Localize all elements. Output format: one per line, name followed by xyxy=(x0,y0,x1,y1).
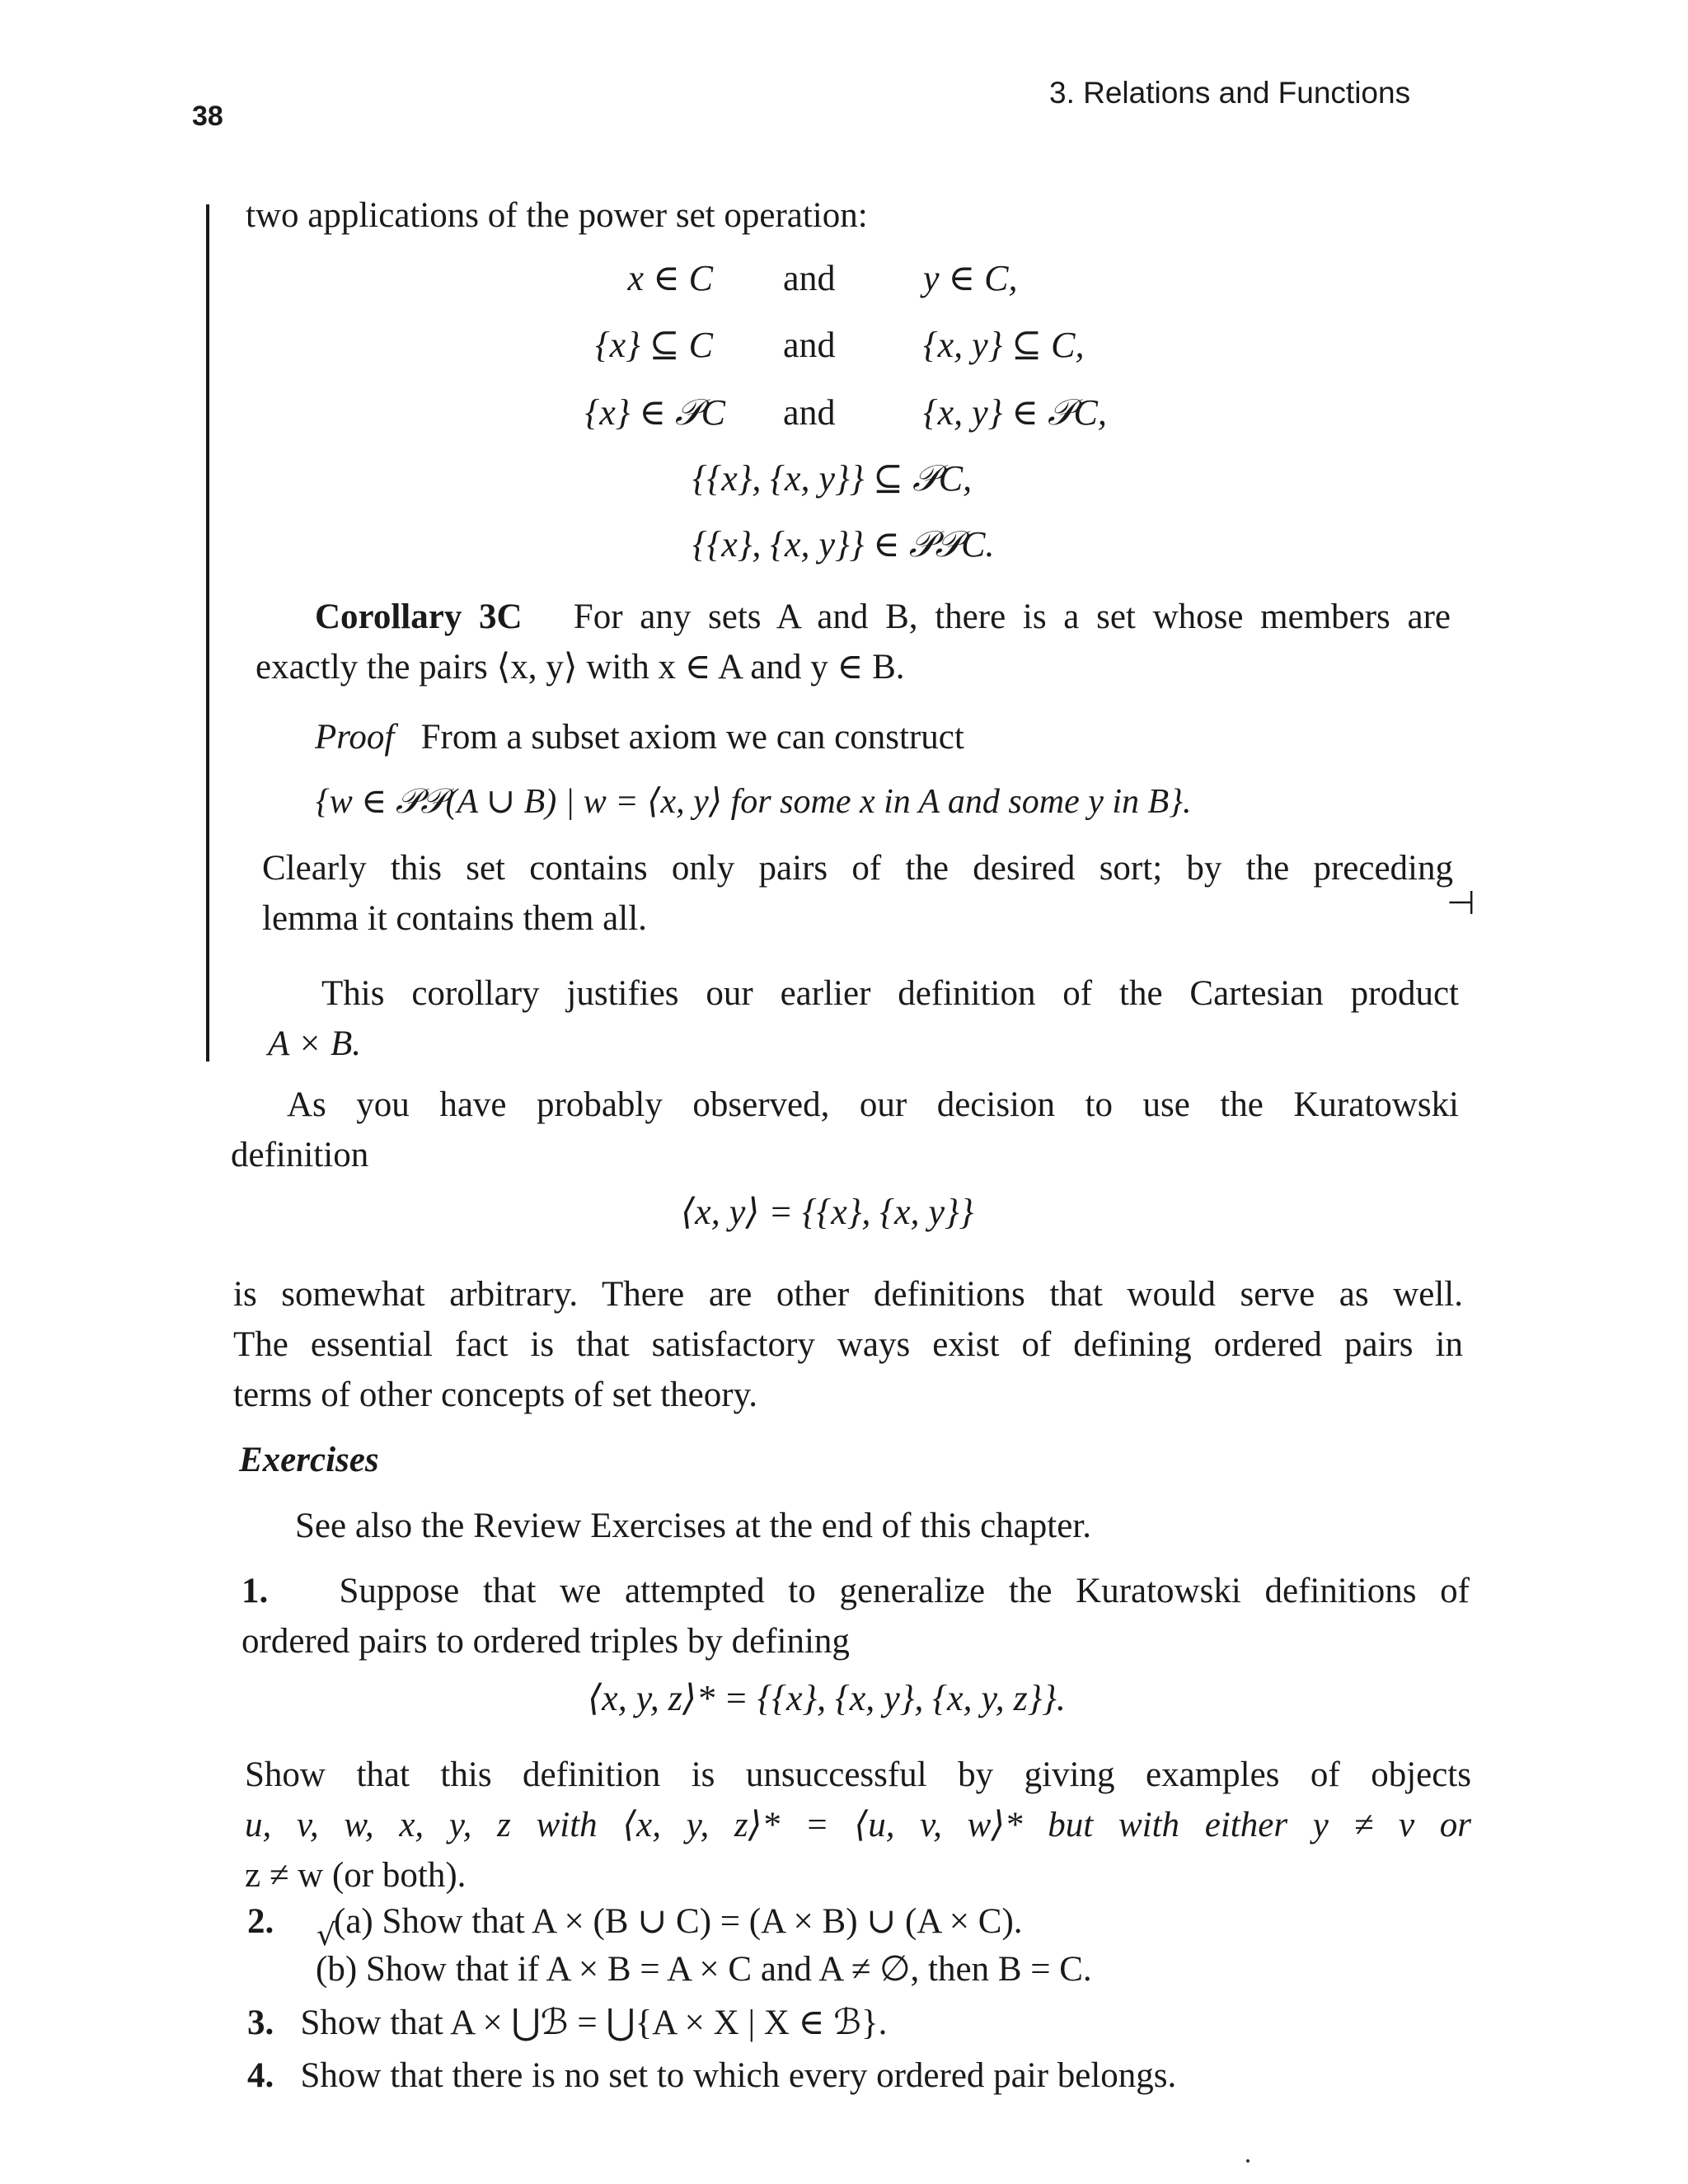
proof-line1: Clearly this set contains only pairs of the desired sort; by the preceding xyxy=(262,849,1453,888)
step1-left: x ∈ C xyxy=(627,258,713,298)
step4: {{x}, {x, y}} ⊆ 𝒫C, xyxy=(692,458,973,499)
handwritten-check-mark: √ xyxy=(316,1919,335,1952)
kuratowski-paragraph-bottom xyxy=(233,1269,1463,1420)
exercise-2b: (b) Show that if A × B = A × C and A ≠ ∅, then B = C. xyxy=(316,1950,1092,1989)
exercise-1-display: ⟨x, y, z⟩* = {{x}, {x, y}, {x, y, z}}. xyxy=(588,1678,1066,1718)
corollary-line1: For any sets A and B, there is a set whose members are xyxy=(573,598,1451,636)
margin-change-bar xyxy=(206,204,209,1062)
step1-mid: and xyxy=(783,258,836,298)
exercise-1-line4: u, v, w, x, y, z with ⟨x, y, z⟩* = ⟨u, v, w⟩* but with either y ≠ v or xyxy=(245,1806,1471,1844)
exercises-see-also: See also the Review Exercises at the end of this chapter. xyxy=(295,1507,1091,1545)
step1-right: y ∈ C, xyxy=(923,258,1018,298)
exercise-3-text: Show that A × ⋃ℬ = ⋃{A × X | X ∈ ℬ}. xyxy=(300,2004,888,2042)
exercise-1-continued xyxy=(245,1750,1471,1900)
corollary-line2: exactly the pairs ⟨x, y⟩ with x ∈ A and y ∈ B. xyxy=(256,648,905,687)
page-number: 38 xyxy=(192,101,223,132)
exercise-1-line2: ordered pairs to ordered triples by defining xyxy=(241,1622,850,1661)
justifies-paragraph xyxy=(268,968,1459,1069)
exercise-4-number: 4. xyxy=(247,2056,274,2095)
exercise-2-number: 2. xyxy=(247,1902,274,1941)
step3-mid: and xyxy=(783,392,836,433)
exercise-3-number: 3. xyxy=(247,2004,274,2042)
exercise-1-number: 1. xyxy=(241,1572,269,1610)
step2-mid: and xyxy=(783,325,836,365)
proof-display-set: {w ∈ 𝒫𝒫(A ∪ B) | w = ⟨x, y⟩ for some x in A and some y in B}. xyxy=(316,783,1192,821)
exercise-4 xyxy=(247,2054,1176,2098)
kuratowski-line2: definition xyxy=(231,1136,369,1174)
exercises-heading: Exercises xyxy=(239,1441,379,1479)
exercise-1-line5: z ≠ w (or both). xyxy=(245,1856,467,1895)
justifies-line2: A × B. xyxy=(268,1024,362,1063)
exercise-4-text: Show that there is no set to which every ordered pair belongs. xyxy=(300,2056,1177,2095)
kuratowski-paragraph-top xyxy=(231,1080,1459,1180)
corollary-label: Corollary 3C xyxy=(315,598,523,636)
exercise-1-line1: Suppose that we attempted to generalize the Kuratowski definitions of xyxy=(339,1572,1470,1610)
exercise-2 xyxy=(247,1900,274,1944)
justifies-line1: This corollary justifies our earlier definition of the Cartesian product xyxy=(321,974,1459,1013)
step2-left: {x} ⊆ C xyxy=(595,325,713,365)
kuratowski-definition: ⟨x, y⟩ = {{x}, {x, y}} xyxy=(681,1192,974,1232)
kuratowski-line5: terms of other concepts of set theory. xyxy=(233,1376,758,1414)
running-head: 3. Relations and Functions xyxy=(1049,76,1411,110)
proof-label: Proof xyxy=(315,718,395,757)
end-of-proof-mark: ⊣ xyxy=(1447,884,1475,922)
proof-intro xyxy=(315,715,964,760)
exercise-3 xyxy=(247,2001,887,2046)
exercise-1 xyxy=(241,1566,1470,1666)
exercise-1-line3: Show that this definition is unsuccessful by giving examples of objects xyxy=(245,1755,1471,1794)
proof-text: From a subset axiom we can construct xyxy=(420,718,964,757)
kuratowski-line4: The essential fact is that satisfactory ways exist of defining ordered pairs in xyxy=(233,1325,1463,1364)
kuratowski-line3: is somewhat arbitrary. There are other definitions that would serve as well. xyxy=(233,1275,1463,1314)
exercise-2a: (a) Show that A × (B ∪ C) = (A × B) ∪ (A × C). xyxy=(334,1902,1023,1941)
step2-right: {x, y} ⊆ C, xyxy=(923,325,1085,365)
corollary-3c xyxy=(256,592,1451,692)
step3-right: {x, y} ∈ 𝒫C, xyxy=(923,392,1107,433)
stray-ink-dot xyxy=(1246,2159,1250,2163)
step3-left: {x} ∈ 𝒫C xyxy=(584,392,725,433)
intro-line: two applications of the power set operation: xyxy=(246,196,868,235)
kuratowski-line1: As you have probably observed, our decision to use the Kuratowski xyxy=(287,1085,1459,1124)
proof-conclusion xyxy=(262,843,1453,944)
step5: {{x}, {x, y}} ∈ 𝒫𝒫C. xyxy=(692,524,995,565)
proof-line2: lemma it contains them all. xyxy=(262,899,647,938)
